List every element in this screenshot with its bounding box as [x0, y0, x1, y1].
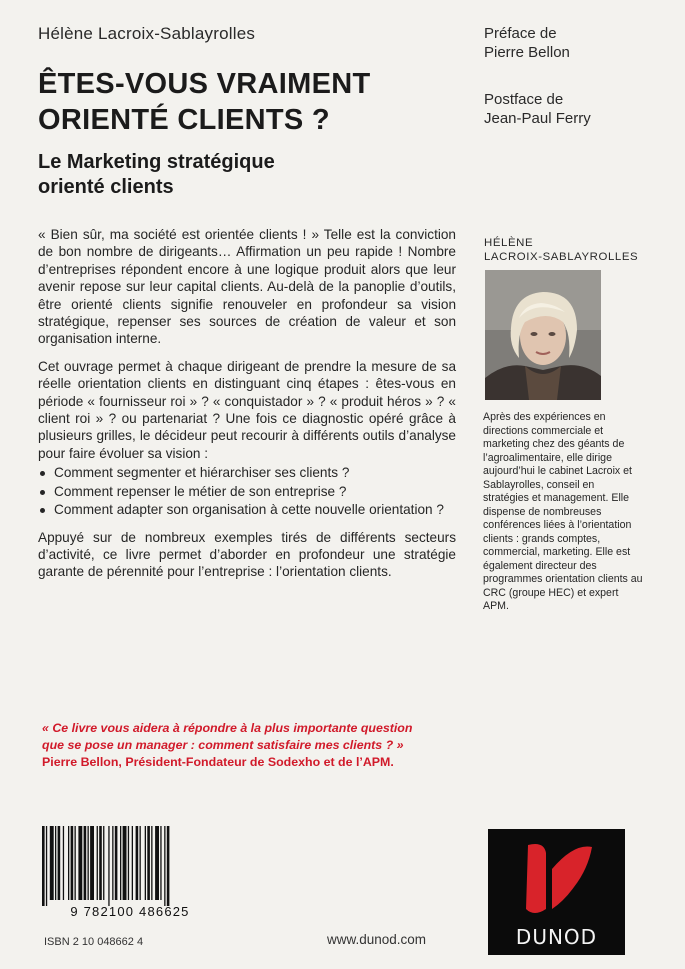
bullet-icon	[40, 508, 45, 513]
author-photo	[485, 270, 601, 400]
book-subtitle	[38, 150, 456, 200]
author-bio: Après des expériences en directions commerciale et marketing chez des géants de l’agroalimentaire, elle dirige aujourd’hui le cabinet Lacroix et Sablayrolles, conseil en stratégies et management. Elle dispense de nombreuses conférences liées à l’orientation clients : grands comptes, commercial, marketing. Elle est également directeur des programmes orientation clients au CRC (groupe HEC) et expert APM.	[483, 411, 643, 612]
list-item: Comment repenser le métier de son entreprise ?	[38, 483, 456, 500]
quote-line-2: que se pose un manager : comment satisfaire mes clients ? »	[42, 738, 404, 752]
title-line-1: ÊTES-VOUS VRAIMENT	[38, 68, 371, 100]
book-title	[38, 66, 456, 138]
left-column	[38, 24, 456, 591]
subtitle-line-1: Le Marketing stratégique	[38, 151, 275, 173]
barcode-icon	[38, 826, 222, 906]
isbn: ISBN 2 10 048662 4	[44, 936, 144, 948]
quote-line-1: « Ce livre vous aidera à répondre à la plus importante question	[42, 721, 413, 735]
blurb-paragraph-2: Cet ouvrage permet à chaque dirigeant de prendre la mesure de sa réelle orientation clients en distinguant cinq étapes : êtes-vous en période « fournisseur roi » ? « conquistador » ? « produit héros » ? « client roi » ? ou partenariat ? Une fois ce diagnostic opéré grâce à plusieurs grilles, le décideur peut recourir à différents outils d’analyse pour faire évoluer sa vision :	[38, 358, 456, 461]
list-item: Comment segmenter et hiérarchiser ses clients ?	[38, 464, 456, 481]
author-heading: HÉLÈNE LACROIX-SABLAYROLLES	[484, 237, 639, 263]
list-item: Comment adapter son organisation à cette nouvelle orientation ?	[38, 501, 456, 518]
blurb-paragraph-1: « Bien sûr, ma société est orientée clients ! » Telle est la conviction de bon nombre de dirigeants… Affirmation un peu rapide ! Nombre d’entreprises répondent encore à une logique produit alors que leur avenir repose sur leur capital clients. Au-delà de la panoplie d’outils, être orienté clients signifie renouveler en profondeur sa vision stratégique, repenser ses sources de création de valeur et son organisation interne.	[38, 227, 456, 347]
bullet-icon	[40, 490, 45, 495]
publisher-name: DUNOD	[515, 925, 598, 949]
author-portrait-icon	[485, 270, 601, 400]
barcode-number: 9 782100 486625	[70, 904, 190, 919]
title-line-2: ORIENTÉ CLIENTS ?	[38, 104, 330, 136]
endorsement-quote	[42, 720, 462, 771]
barcode	[38, 826, 222, 919]
dunod-red-mark-icon	[518, 839, 596, 921]
quote-attribution: Pierre Bellon, Président-Fondateur de Sodexho et de l’APM.	[42, 755, 394, 769]
bullet-icon	[40, 471, 45, 476]
preface-credit: Préface de Pierre Bellon	[484, 25, 570, 61]
postface-credit: Postface de Jean-Paul Ferry	[484, 91, 591, 127]
author-name: Hélène Lacroix-Sablayrolles	[38, 24, 256, 43]
bullet-list	[38, 464, 456, 518]
right-column	[484, 24, 674, 128]
subtitle-line-2: orienté clients	[38, 176, 174, 198]
blurb-paragraph-3: Appuyé sur de nombreux exemples tirés de différents secteurs d’activité, ce livre permet d’aborder en profondeur une stratégie garante de pérennité pour l’entreprise : l’orientation clients.	[38, 529, 456, 580]
website-link: www.dunod.com	[327, 932, 427, 947]
publisher-logo	[488, 829, 625, 955]
blurb	[38, 226, 456, 581]
